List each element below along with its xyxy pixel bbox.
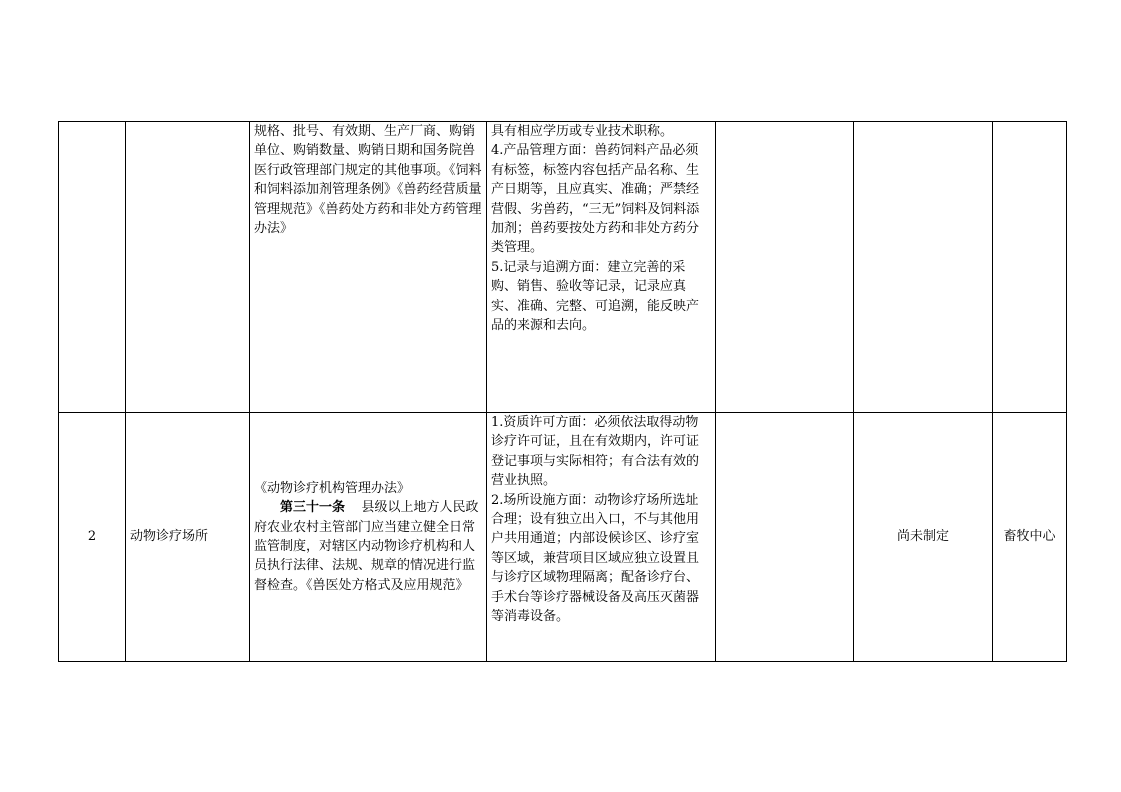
legal-basis-cell (250, 122, 487, 413)
legal-basis-text: 规格、批号、有效期、生产厂商、购销单位、购销数量、购销日期和国务院兽医行政管理部门规定的其他事项。《饲料和饲料添加剂管理条例》《兽药经营质量管理规范》《兽药处方药和非处方药管理办法》 (254, 124, 482, 237)
legal-basis-article: 第三十一条 (280, 500, 346, 516)
standard-cell: 尚未制定 (854, 413, 993, 662)
legal-basis-body (254, 498, 482, 595)
department-cell: 畜牧中心 (993, 413, 1067, 662)
legal-basis-title: 《动物诊疗机构管理办法》 (254, 480, 411, 496)
item-cell (126, 122, 250, 413)
empty-cell (716, 413, 854, 662)
legal-basis-text: 县级以上地方人民政府农业农村主管部门应当建立健全日常监管制度，对辖区内动物诊疗机构和人员执行法律、法规、规章的情况进行监督检查。《兽医处方格式及应用规范》 (254, 500, 479, 593)
inspection-content-cell (487, 122, 716, 413)
standard-cell (854, 122, 993, 413)
item-cell: 动物诊疗场所 (126, 413, 250, 662)
table-row (59, 413, 1067, 662)
legal-basis-cell (250, 413, 487, 662)
row-number-cell: 2 (59, 413, 126, 662)
content-paragraph: 2.场所设施方面：动物诊疗场所选址合理；设有独立出入口，不与其他用户共用通道；内部设候诊区、诊疗室等区域，兼营项目区域应独立设置且与诊疗区域物理隔离；配备诊疗台、手术台等诊疗器械设备及高压灭菌器等消毒设备。 (491, 492, 700, 625)
content-paragraph: 1.资质许可方面：必须依法取得动物诊疗许可证，且在有效期内，许可证登记事项与实际相符；有合法有效的营业执照。 (491, 415, 700, 489)
content-paragraph: 具有相应学历或专业技术职称。 (491, 124, 674, 139)
content-paragraph: 5.记录与追溯方面：建立完善的采购、销售、验收等记录，记录应真实、准确、完整、可追溯，能反映产品的来源和去向。 (491, 259, 700, 334)
content-paragraph: 4.产品管理方面：兽药饲料产品必须有标签，标签内容包括产品名称、生产日期等，且应真实、准确；严禁经营假、劣兽药，“三无”饲料及饲料添加剂；兽药要按处方药和非处方药分类管理。 (491, 143, 700, 256)
empty-cell (716, 122, 854, 413)
inspection-content-cell (487, 413, 716, 662)
row-number-cell (59, 122, 126, 413)
department-cell (993, 122, 1067, 413)
table-row (59, 122, 1067, 413)
inspection-table (58, 121, 1067, 662)
